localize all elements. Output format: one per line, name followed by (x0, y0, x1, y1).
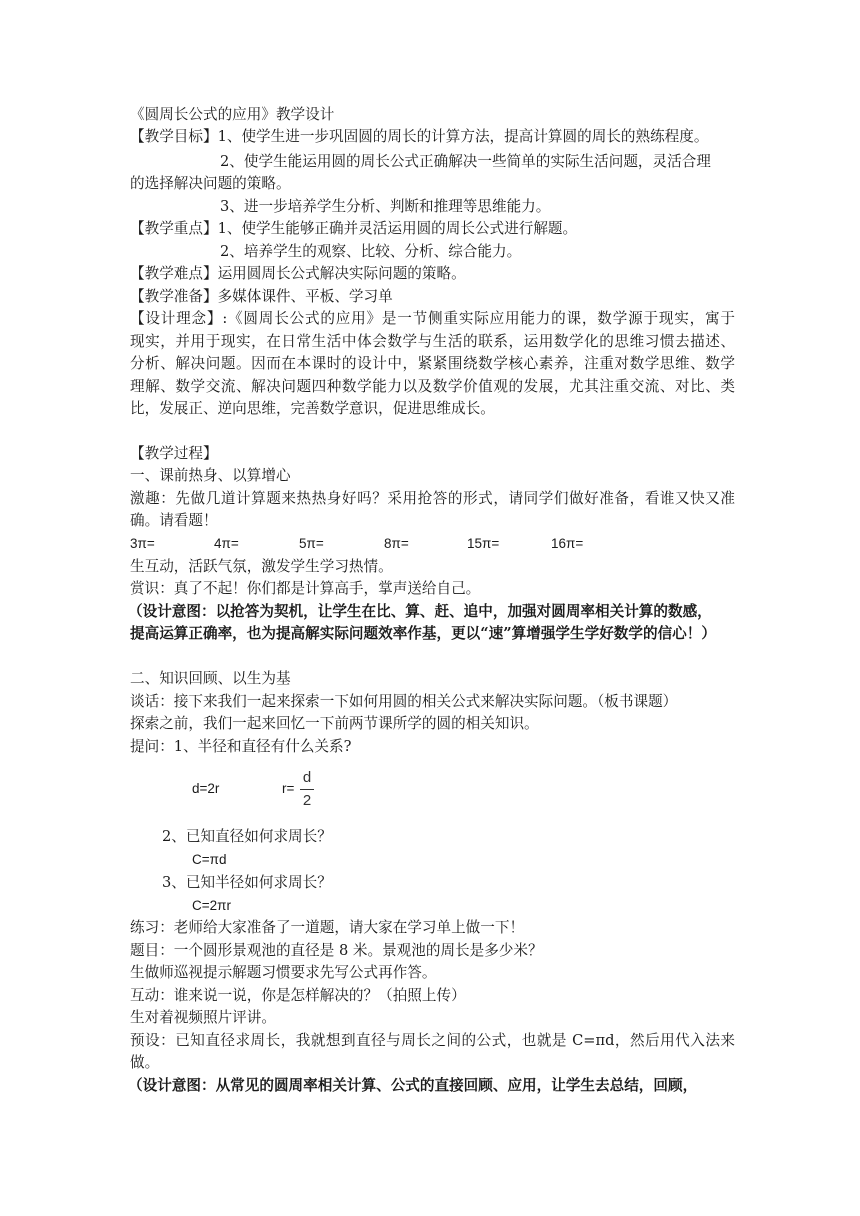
goals-line-1: 【教学目标】1、使学生进一步巩固圆的周长的计算方法，提高计算圆的周长的熟练程度。 (130, 128, 709, 145)
section-1-intent-2: 提高运算正确率，也为提高解实际问题效率作基，更以“速”算增强学生学好数学的信心！） (130, 625, 716, 642)
calc-item-4: 8π= (384, 536, 409, 551)
focus-line-2: 2、培养学生的观察、比较、分析、综合能力。 (220, 243, 522, 260)
concept-line-4: 理解、数学交流、解决问题四种数学能力以及数学价值观的发展，尤其注重交流、对比、类 (130, 378, 735, 395)
formula-diameter: d=2r (192, 781, 220, 796)
answer-2: C=πd (192, 852, 227, 867)
calc-item-3: 5π= (299, 536, 324, 551)
section-1-intent-1: （设计意图：以抢答为契机，让学生在比、算、赶、追中，加强对圆周率相关计算的数感， (128, 603, 712, 620)
calc-item-1: 3π= (130, 536, 155, 551)
practice-line: 练习：老师给大家准备了一道题，请大家在学习单上做一下！ (130, 919, 525, 936)
calc-item-6: 16π= (551, 536, 584, 551)
formula-radius-prefix: r= (282, 781, 295, 796)
discussion-line: 互动：谁来说一说，你是怎样解决的？（拍照上传） (130, 987, 466, 1004)
section-1-praise: 赏识：真了不起！你们都是计算高手，掌声送给自己。 (130, 580, 481, 597)
preset-line-1: 预设：已知直径求周长，我就想到直径与周长之间的公式，也就是 C=πd，然后用代入法来 (130, 1032, 735, 1049)
section-2-intent-1: （设计意图：从常见的圆周率相关计算、公式的直接回顾、应用，让学生去总结，回顾， (128, 1077, 698, 1094)
section-2-heading: 二、知识回顾、以生为基 (130, 670, 291, 687)
fraction-numerator: d (302, 769, 312, 786)
difficulty-line: 【教学难点】运用圆周长公式解决实际问题的策略。 (130, 265, 466, 282)
section-2-review: 探索之前，我们一起来回忆一下前两节课所学的圆的相关知识。 (130, 715, 539, 732)
photo-review-line: 生对着视频照片评讲。 (130, 1009, 276, 1026)
focus-line-1: 【教学重点】1、使学生能够正确并灵活运用圆的周长公式进行解题。 (130, 220, 578, 237)
formula-radius-fraction (300, 768, 314, 811)
section-1-intro-1: 激趣：先做几道计算题来热热身好吗？采用抢答的形式，请同学们做好准备，看谁又快又准 (130, 490, 735, 507)
question-1: 提问：1、半径和直径有什么关系? (130, 738, 352, 755)
preparation-line: 【教学准备】多媒体课件、平板、学习单 (130, 288, 393, 305)
concept-line-5: 比，发展正、逆向思维，完善数学意识，促进思维成长。 (130, 400, 495, 417)
question-3: 3、已知半径如何求周长？ (162, 874, 332, 891)
problem-line: 题目：一个圆形景观池的直径是 8 米。景观池的周长是多少米？ (130, 942, 543, 959)
goals-line-3: 3、进一步培养学生分析、判断和推理等思维能力。 (220, 198, 551, 215)
fraction-bar (300, 789, 314, 790)
patrol-line: 生做师巡视提示解题习惯要求先写公式再作答。 (130, 964, 437, 981)
section-1-interaction: 生互动，活跃气氛，激发学生学习热情。 (130, 558, 393, 575)
calc-item-2: 4π= (214, 536, 239, 551)
section-1-heading: 一、课前热身、以算增心 (130, 467, 291, 484)
fraction-denominator: 2 (302, 792, 312, 809)
question-2: 2、已知直径如何求周长？ (162, 828, 332, 845)
section-2-talk: 谈话：接下来我们一起来探索一下如何用圆的相关公式来解决实际问题。（板书课题） (130, 693, 678, 710)
document-title: 《圆周长公式的应用》教学设计 (130, 106, 335, 123)
preset-line-2: 做。 (130, 1054, 160, 1071)
answer-3: C=2πr (192, 898, 231, 913)
goals-line-2a: 2、使学生能运用圆的周长公式正确解决一些简单的实际生活问题，灵活合理 (220, 153, 711, 170)
concept-line-1: 【设计理念】:《圆周长公式的应用》是一节侧重实际应用能力的课，数学源于现实，寓于 (130, 310, 735, 327)
calc-item-5: 15π= (467, 536, 500, 551)
concept-line-3: 分析、解决问题。因而在本课时的设计中，紧紧围绕数学核心素养，注重对数学思维、数学 (130, 355, 735, 372)
process-heading: 【教学过程】 (130, 445, 218, 462)
goals-line-2b: 的选择解决问题的策略。 (130, 175, 291, 192)
concept-line-2: 现实，并用于现实，在日常生活中体会数学与生活的联系，运用数学化的思维习惯去描述、 (130, 333, 735, 350)
section-1-intro-2: 确。请看题！ (130, 512, 218, 529)
